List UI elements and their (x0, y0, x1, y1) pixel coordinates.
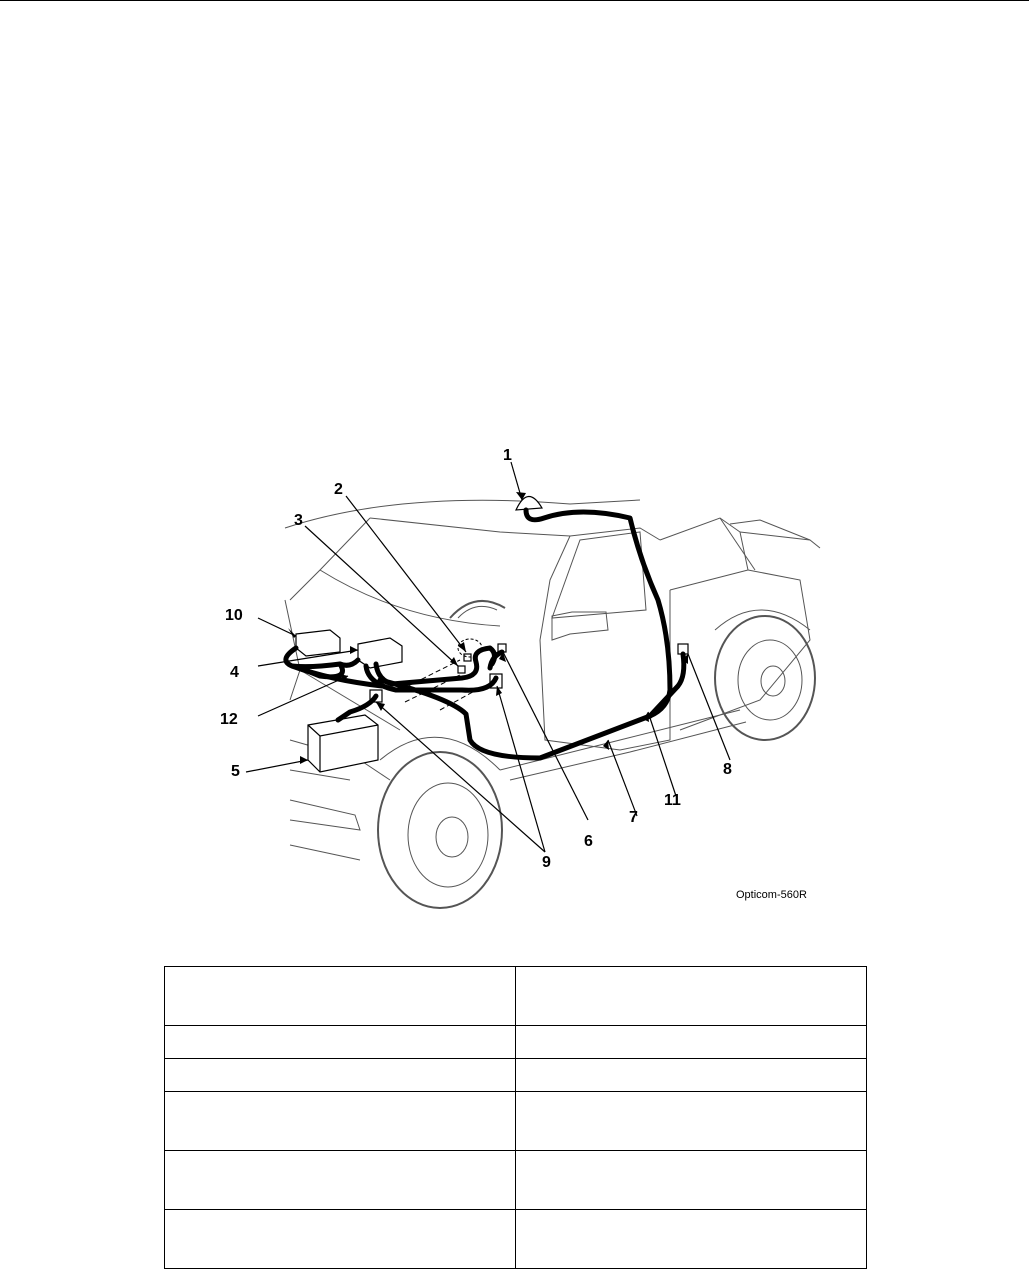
callout-5: 5 (231, 763, 240, 780)
table-row (165, 1210, 867, 1269)
table-cell (165, 1026, 516, 1059)
vehicle-illustration (200, 440, 830, 910)
callout-12: 12 (220, 711, 238, 728)
table-cell (165, 967, 516, 1026)
callout-4: 4 (230, 664, 239, 681)
table-row (165, 1059, 867, 1092)
callout-1: 1 (503, 447, 512, 464)
table-row (165, 1092, 867, 1151)
page-top-rule (0, 0, 1029, 1)
callout-3: 3 (294, 512, 303, 529)
table-row (165, 1026, 867, 1059)
table-cell (165, 1151, 516, 1210)
table-cell (516, 1151, 867, 1210)
callout-6: 6 (584, 833, 593, 850)
callout-9: 9 (542, 854, 551, 871)
table-row (165, 1151, 867, 1210)
table-cell (516, 1210, 867, 1269)
table-row (165, 967, 867, 1026)
figure-caption: Opticom-560R (736, 889, 807, 901)
table-cell (516, 1026, 867, 1059)
parts-table (164, 966, 867, 1269)
table-cell (165, 1059, 516, 1092)
vehicle-wiring-diagram (200, 440, 830, 910)
callout-7: 7 (629, 809, 638, 826)
callout-2: 2 (334, 481, 343, 498)
table-cell (165, 1092, 516, 1151)
table-cell (516, 1092, 867, 1151)
table-cell (516, 1059, 867, 1092)
table-cell (165, 1210, 516, 1269)
callout-11: 11 (664, 792, 681, 809)
table-cell (516, 967, 867, 1026)
callout-10: 10 (225, 607, 243, 624)
callout-8: 8 (723, 761, 732, 778)
